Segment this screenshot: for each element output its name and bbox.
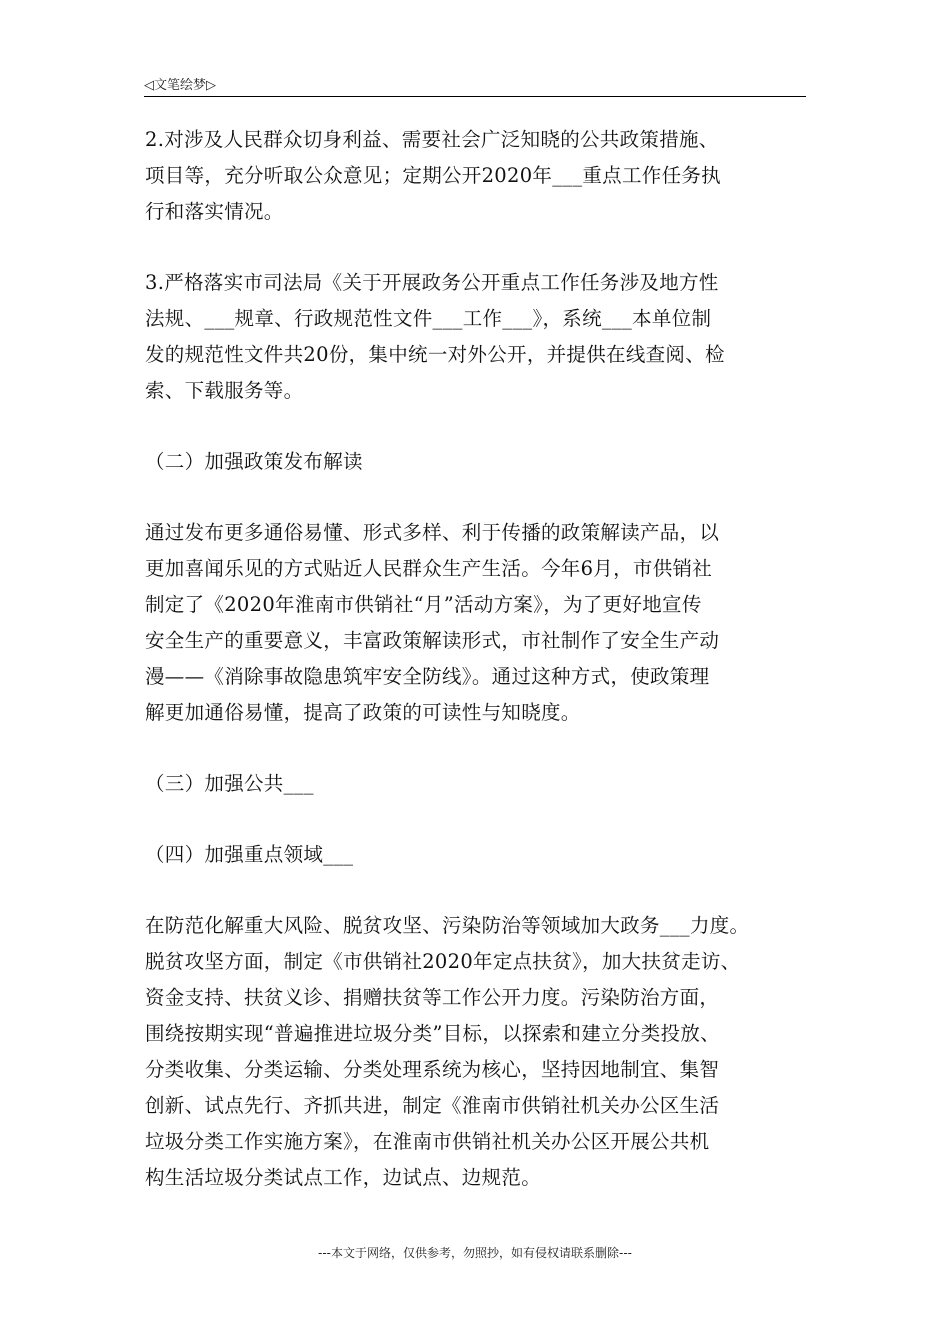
text-line: 解更加通俗易懂，提高了政策的可读性与知晓度。 xyxy=(145,701,581,724)
text-line: 创新、试点先行、齐抓共进，制定《淮南市供销社机关办公区生活 xyxy=(145,1094,720,1117)
text-line: 在防范化解重大风险、脱贫攻坚、污染防治等领域加大政务___力度。 xyxy=(145,914,750,937)
text-line: （四）加强重点领域___ xyxy=(145,843,354,866)
text-line: 制定了《2020年淮南市供销社“月”活动方案》，为了更好地宣传 xyxy=(145,593,702,616)
text-line: 索、下载服务等。 xyxy=(145,379,304,402)
section-heading xyxy=(145,837,825,873)
section-heading xyxy=(145,766,825,802)
text-line: 漫——《消除事故隐患筑牢安全防线》。通过这种方式，使政策理 xyxy=(145,665,710,688)
header-label: ◁文笔绘梦▷ xyxy=(144,78,216,93)
page-header xyxy=(144,72,806,98)
page-footer: ---本文于网络，仅供参考，勿照抄，如有侵权请联系删除--- xyxy=(318,1246,632,1260)
text-line: 围绕按期实现“普遍推进垃圾分类”目标，以探索和建立分类投放、 xyxy=(145,1022,720,1045)
text-line: 安全生产的重要意义，丰富政策解读形式，市社制作了安全生产动 xyxy=(145,629,720,652)
text-line: 项目等，充分听取公众意见；定期公开2020年___重点工作任务执 xyxy=(145,164,721,187)
paragraph xyxy=(145,265,825,409)
paragraph xyxy=(145,908,825,1196)
text-line: （三）加强公共___ xyxy=(145,772,314,795)
text-line: 脱贫攻坚方面，制定《市供销社2020年定点扶贫》，加大扶贫走访、 xyxy=(145,950,741,973)
section-heading xyxy=(145,444,825,480)
text-line: 通过发布更多通俗易懂、形式多样、利于传播的政策解读产品，以 xyxy=(145,521,720,544)
text-line: 更加喜闻乐见的方式贴近人民群众生产生活。今年6月，市供销社 xyxy=(145,557,713,580)
text-line: 构生活垃圾分类试点工作，边试点、边规范。 xyxy=(145,1166,542,1189)
text-line: （二）加强政策发布解读 xyxy=(145,450,363,473)
text-line: 行和落实情况。 xyxy=(145,200,284,223)
text-line: 分类收集、分类运输、分类处理系统为核心，坚持因地制宜、集智 xyxy=(145,1058,720,1081)
text-line: 法规、___规章、行政规范性文件___工作___》，系统___本单位制 xyxy=(145,307,712,330)
paragraph xyxy=(145,122,825,230)
text-line: 垃圾分类工作实施方案》，在淮南市供销社机关办公区开展公共机 xyxy=(145,1130,710,1153)
text-line: 资金支持、扶贫义诊、捐赠扶贫等工作公开力度。污染防治方面， xyxy=(145,986,720,1009)
text-line: 3.严格落实市司法局《关于开展政务公开重点工作任务涉及地方性 xyxy=(145,271,719,294)
document-body xyxy=(145,122,825,1196)
paragraph xyxy=(145,515,825,731)
text-line: 2.对涉及人民群众切身利益、需要社会广泛知晓的公共政策措施、 xyxy=(145,128,719,151)
text-line: 发的规范性文件共20份，集中统一对外公开，并提供在线查阅、检 xyxy=(145,343,725,366)
header-divider xyxy=(144,96,806,97)
